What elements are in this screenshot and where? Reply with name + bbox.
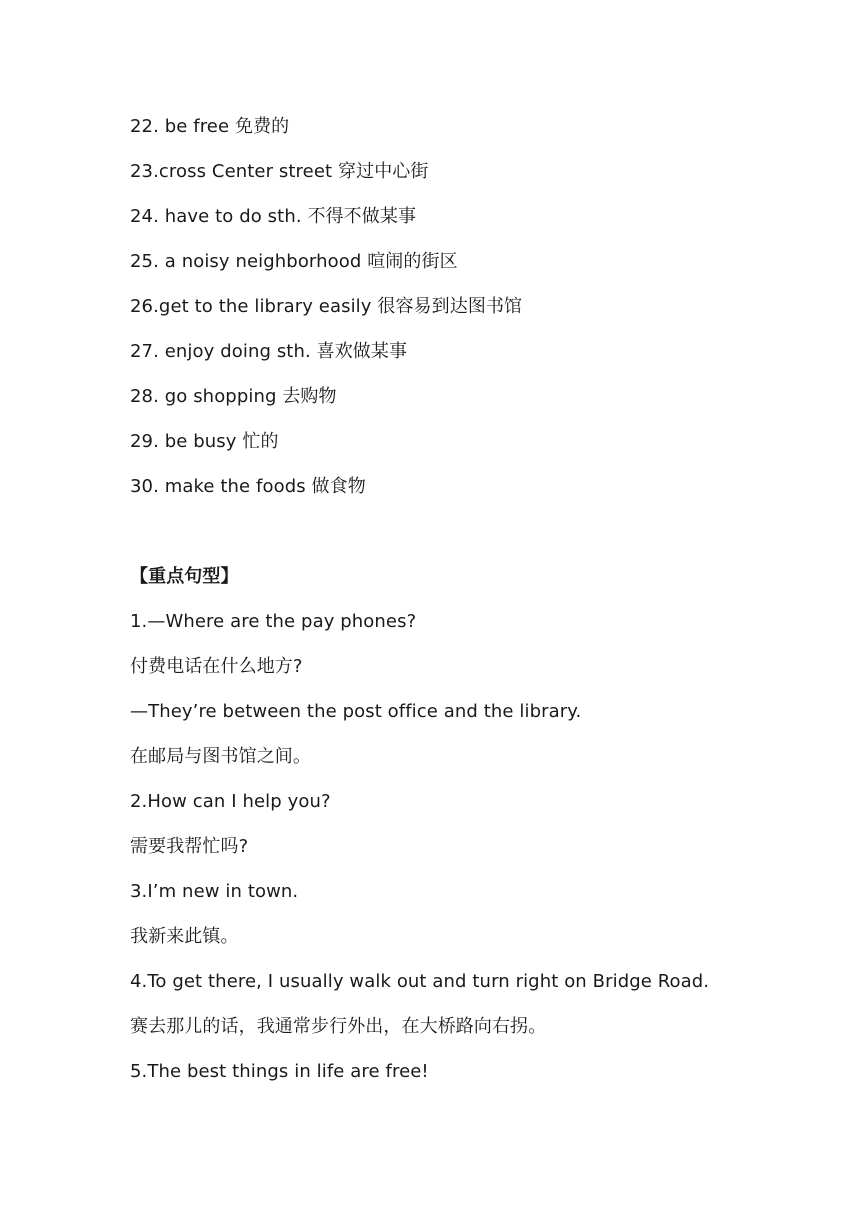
phrase-item: 30. make the foods 做食物	[130, 476, 366, 497]
sentence-line: 需要我帮忙吗?	[130, 836, 249, 857]
sentence-line: 3.I’m new in town.	[130, 881, 299, 902]
sentence-line: 1.—Where are the pay phones?	[130, 611, 417, 632]
sentence-line: 我新来此镇。	[130, 926, 239, 947]
sentence-line: 付费电话在什么地方?	[130, 656, 303, 677]
phrase-item: 27. enjoy doing sth. 喜欢做某事	[130, 341, 408, 362]
phrase-item: 29. be busy 忙的	[130, 431, 279, 452]
phrase-item: 28. go shopping 去购物	[130, 386, 337, 407]
sentence-line: 2.How can I help you?	[130, 791, 331, 812]
phrase-item: 26.get to the library easily 很容易到达图书馆	[130, 296, 523, 317]
section-heading: 【重点句型】	[130, 566, 239, 587]
sentence-line: 在邮局与图书馆之间。	[130, 746, 311, 767]
sentence-line: 赛去那儿的话，我通常步行外出，在大桥路向右拐。	[130, 1016, 547, 1037]
phrase-item: 25. a noisy neighborhood 喧闹的街区	[130, 251, 458, 272]
phrase-item: 23.cross Center street 穿过中心街	[130, 161, 429, 182]
phrase-item: 22. be free 免费的	[130, 116, 290, 137]
sentence-line: —They’re between the post office and the library.	[130, 701, 582, 722]
sentence-line: 4.To get there, I usually walk out and turn right on Bridge Road.	[130, 971, 710, 992]
phrase-item: 24. have to do sth. 不得不做某事	[130, 206, 417, 227]
sentence-line: 5.The best things in life are free!	[130, 1061, 429, 1082]
